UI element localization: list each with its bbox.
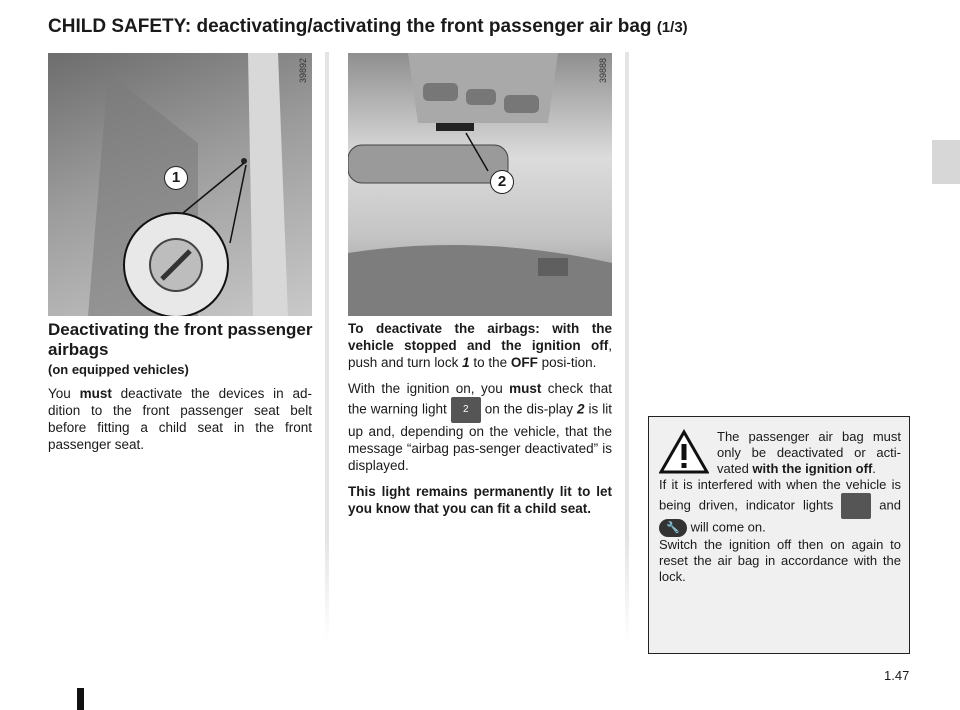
warning-line-1 <box>717 429 901 477</box>
text-bold: To deactivate the airbags: with the vehicle stopped and the ignition off <box>348 321 612 353</box>
airbag-off-warning-icon: 2 <box>451 397 481 423</box>
text: posi-tion. <box>537 355 597 370</box>
corner-mark <box>77 688 84 710</box>
text-bold: must <box>79 386 112 401</box>
text: deactivate the devices in ad-dition to the front passenger seat belt before fitting a child seat in the front passenger seat. <box>48 386 312 452</box>
text: and <box>871 497 901 513</box>
callout-2: 2 <box>490 170 514 194</box>
figure-2-photo <box>348 53 612 316</box>
text: With the ignition on, you <box>348 381 510 396</box>
text: check that the warning light <box>348 381 612 417</box>
instructions <box>348 320 612 526</box>
section-tab <box>932 140 960 184</box>
text: to the <box>469 355 511 370</box>
warning-box <box>648 416 910 654</box>
title-page-part: (1/3) <box>656 19 688 36</box>
warning-text <box>659 429 901 585</box>
callout-ref: 2 <box>577 401 585 417</box>
service-wrench-icon: 🔧 <box>659 519 687 537</box>
text: The passenger air bag must only be deactivated or acti-vated <box>717 429 901 476</box>
text: Switch the ignition off then on again to reset the air bag in accordance with the lock. <box>659 537 901 584</box>
overhead-console-illustration <box>348 53 612 316</box>
text-bold: with the ignition off <box>752 461 873 476</box>
airbag-warning-icon <box>841 493 871 519</box>
column-separator <box>325 52 329 642</box>
section-subheading: (on equipped vehicles) <box>48 362 189 377</box>
text: , push and turn lock <box>348 338 612 370</box>
text-bold: must <box>509 381 542 396</box>
instruction-paragraph-3 <box>348 483 612 517</box>
text: will come on. <box>687 519 766 535</box>
text: on the dis-play <box>480 401 578 417</box>
title-main: CHILD SAFETY: deactivating/activating the front passenger air bag <box>48 16 652 37</box>
section-heading: Deactivating the front passenger airbags <box>48 320 313 359</box>
instruction-paragraph-2 <box>348 380 612 474</box>
text: You <box>48 386 80 401</box>
instruction-paragraph-1 <box>348 320 612 371</box>
page-title <box>48 16 688 38</box>
callout-1: 1 <box>164 166 188 190</box>
figure-2-ref: 39888 <box>598 58 608 84</box>
section-paragraph <box>48 385 312 453</box>
page-number: 1.47 <box>884 668 910 683</box>
text: If it is interfered with when the vehicle is being driven, indicator lights <box>659 477 901 513</box>
column-separator <box>625 52 629 642</box>
text: is lit up and, depending on the vehicle, that the message “airbag pas-senger deactivated” is displayed. <box>348 401 612 473</box>
text-bold: OFF <box>510 355 538 370</box>
callout-ref: 1 <box>462 355 470 370</box>
text: . <box>872 461 876 476</box>
figure-1-ref: 39892 <box>298 58 308 84</box>
text-bold: This light remains permanently lit to let you know that you can fit a child seat. <box>348 484 612 516</box>
